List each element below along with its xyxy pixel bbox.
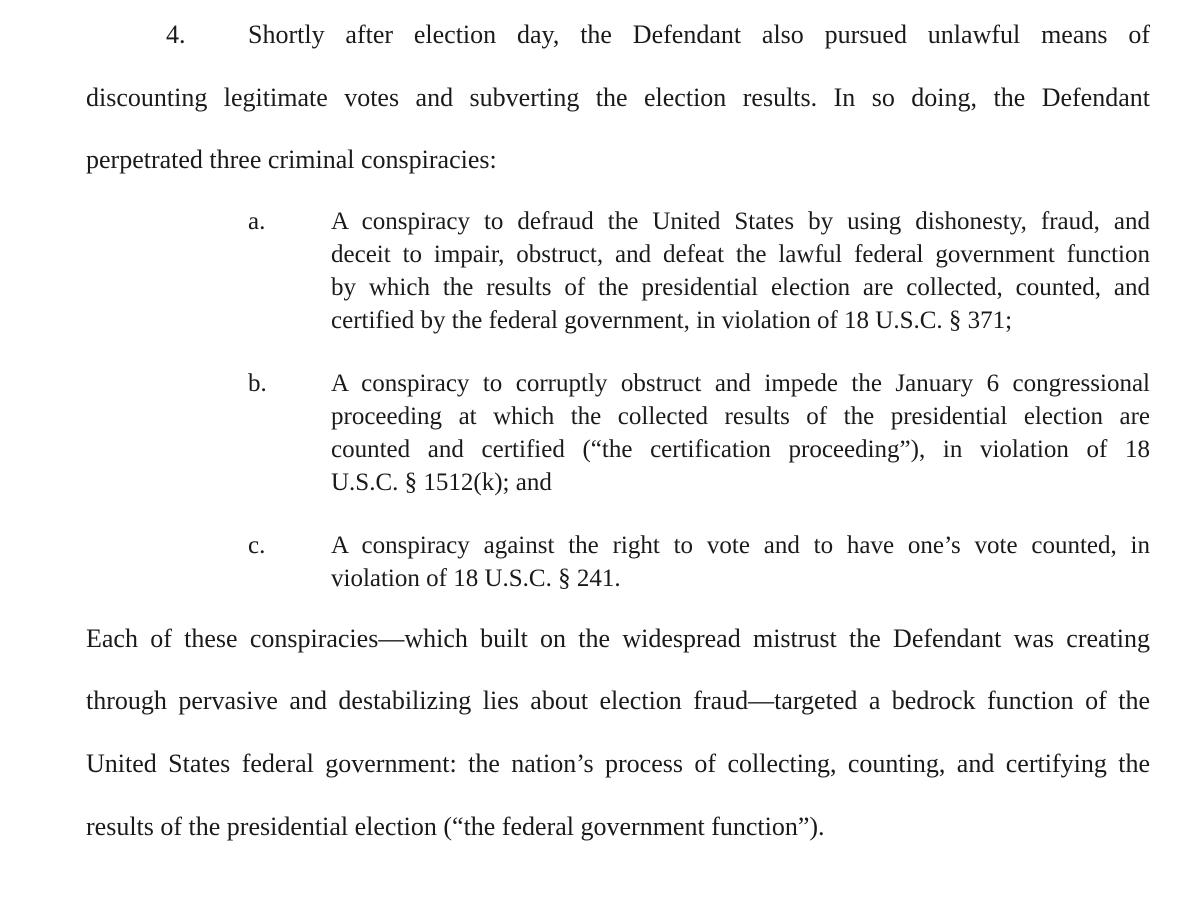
subparagraph-line: deceit to impair, obstruct, and defeat the lawful federal government function (331, 241, 1150, 268)
paragraph-line: discounting legitimate votes and subverting the election results. In so doing, the Defendant (86, 83, 1150, 112)
subparagraph-letter: a. (248, 208, 266, 235)
subparagraph-line: A conspiracy to defraud the United States by using dishonesty, fraud, and (331, 208, 1150, 235)
paragraph-line: perpetrated three criminal conspiracies: (86, 145, 497, 174)
subparagraph-line: by which the results of the presidential election are collected, counted, and (331, 274, 1150, 301)
paragraph-line: results of the presidential election (“the federal government function”). (86, 812, 825, 841)
paragraph-line: United States federal government: the nation’s process of collecting, counting, and certifying the (86, 749, 1150, 778)
paragraph-line: through pervasive and destabilizing lies about election fraud—targeted a bedrock function of the (86, 686, 1150, 715)
subparagraph-line: certified by the federal government, in violation of 18 U.S.C. § 371; (331, 307, 1013, 334)
subparagraph-line: violation of 18 U.S.C. § 241. (331, 565, 621, 592)
subparagraph-line: counted and certified (“the certification proceeding”), in violation of 18 (331, 436, 1150, 463)
paragraph-line: Each of these conspiracies—which built on the widespread mistrust the Defendant was creating (86, 624, 1150, 653)
subparagraph-letter: b. (248, 370, 267, 397)
subparagraph-line: A conspiracy against the right to vote and to have one’s vote counted, in (331, 532, 1150, 559)
subparagraph-line: A conspiracy to corruptly obstruct and impede the January 6 congressional (331, 370, 1150, 397)
subparagraph-line: proceeding at which the collected results of the presidential election are (331, 403, 1150, 430)
subparagraph-letter: c. (248, 532, 266, 559)
subparagraph-line: U.S.C. § 1512(k); and (331, 469, 552, 496)
paragraph-number: 4. (166, 20, 186, 49)
paragraph-line: Shortly after election day, the Defendant also pursued unlawful means of (248, 20, 1150, 49)
